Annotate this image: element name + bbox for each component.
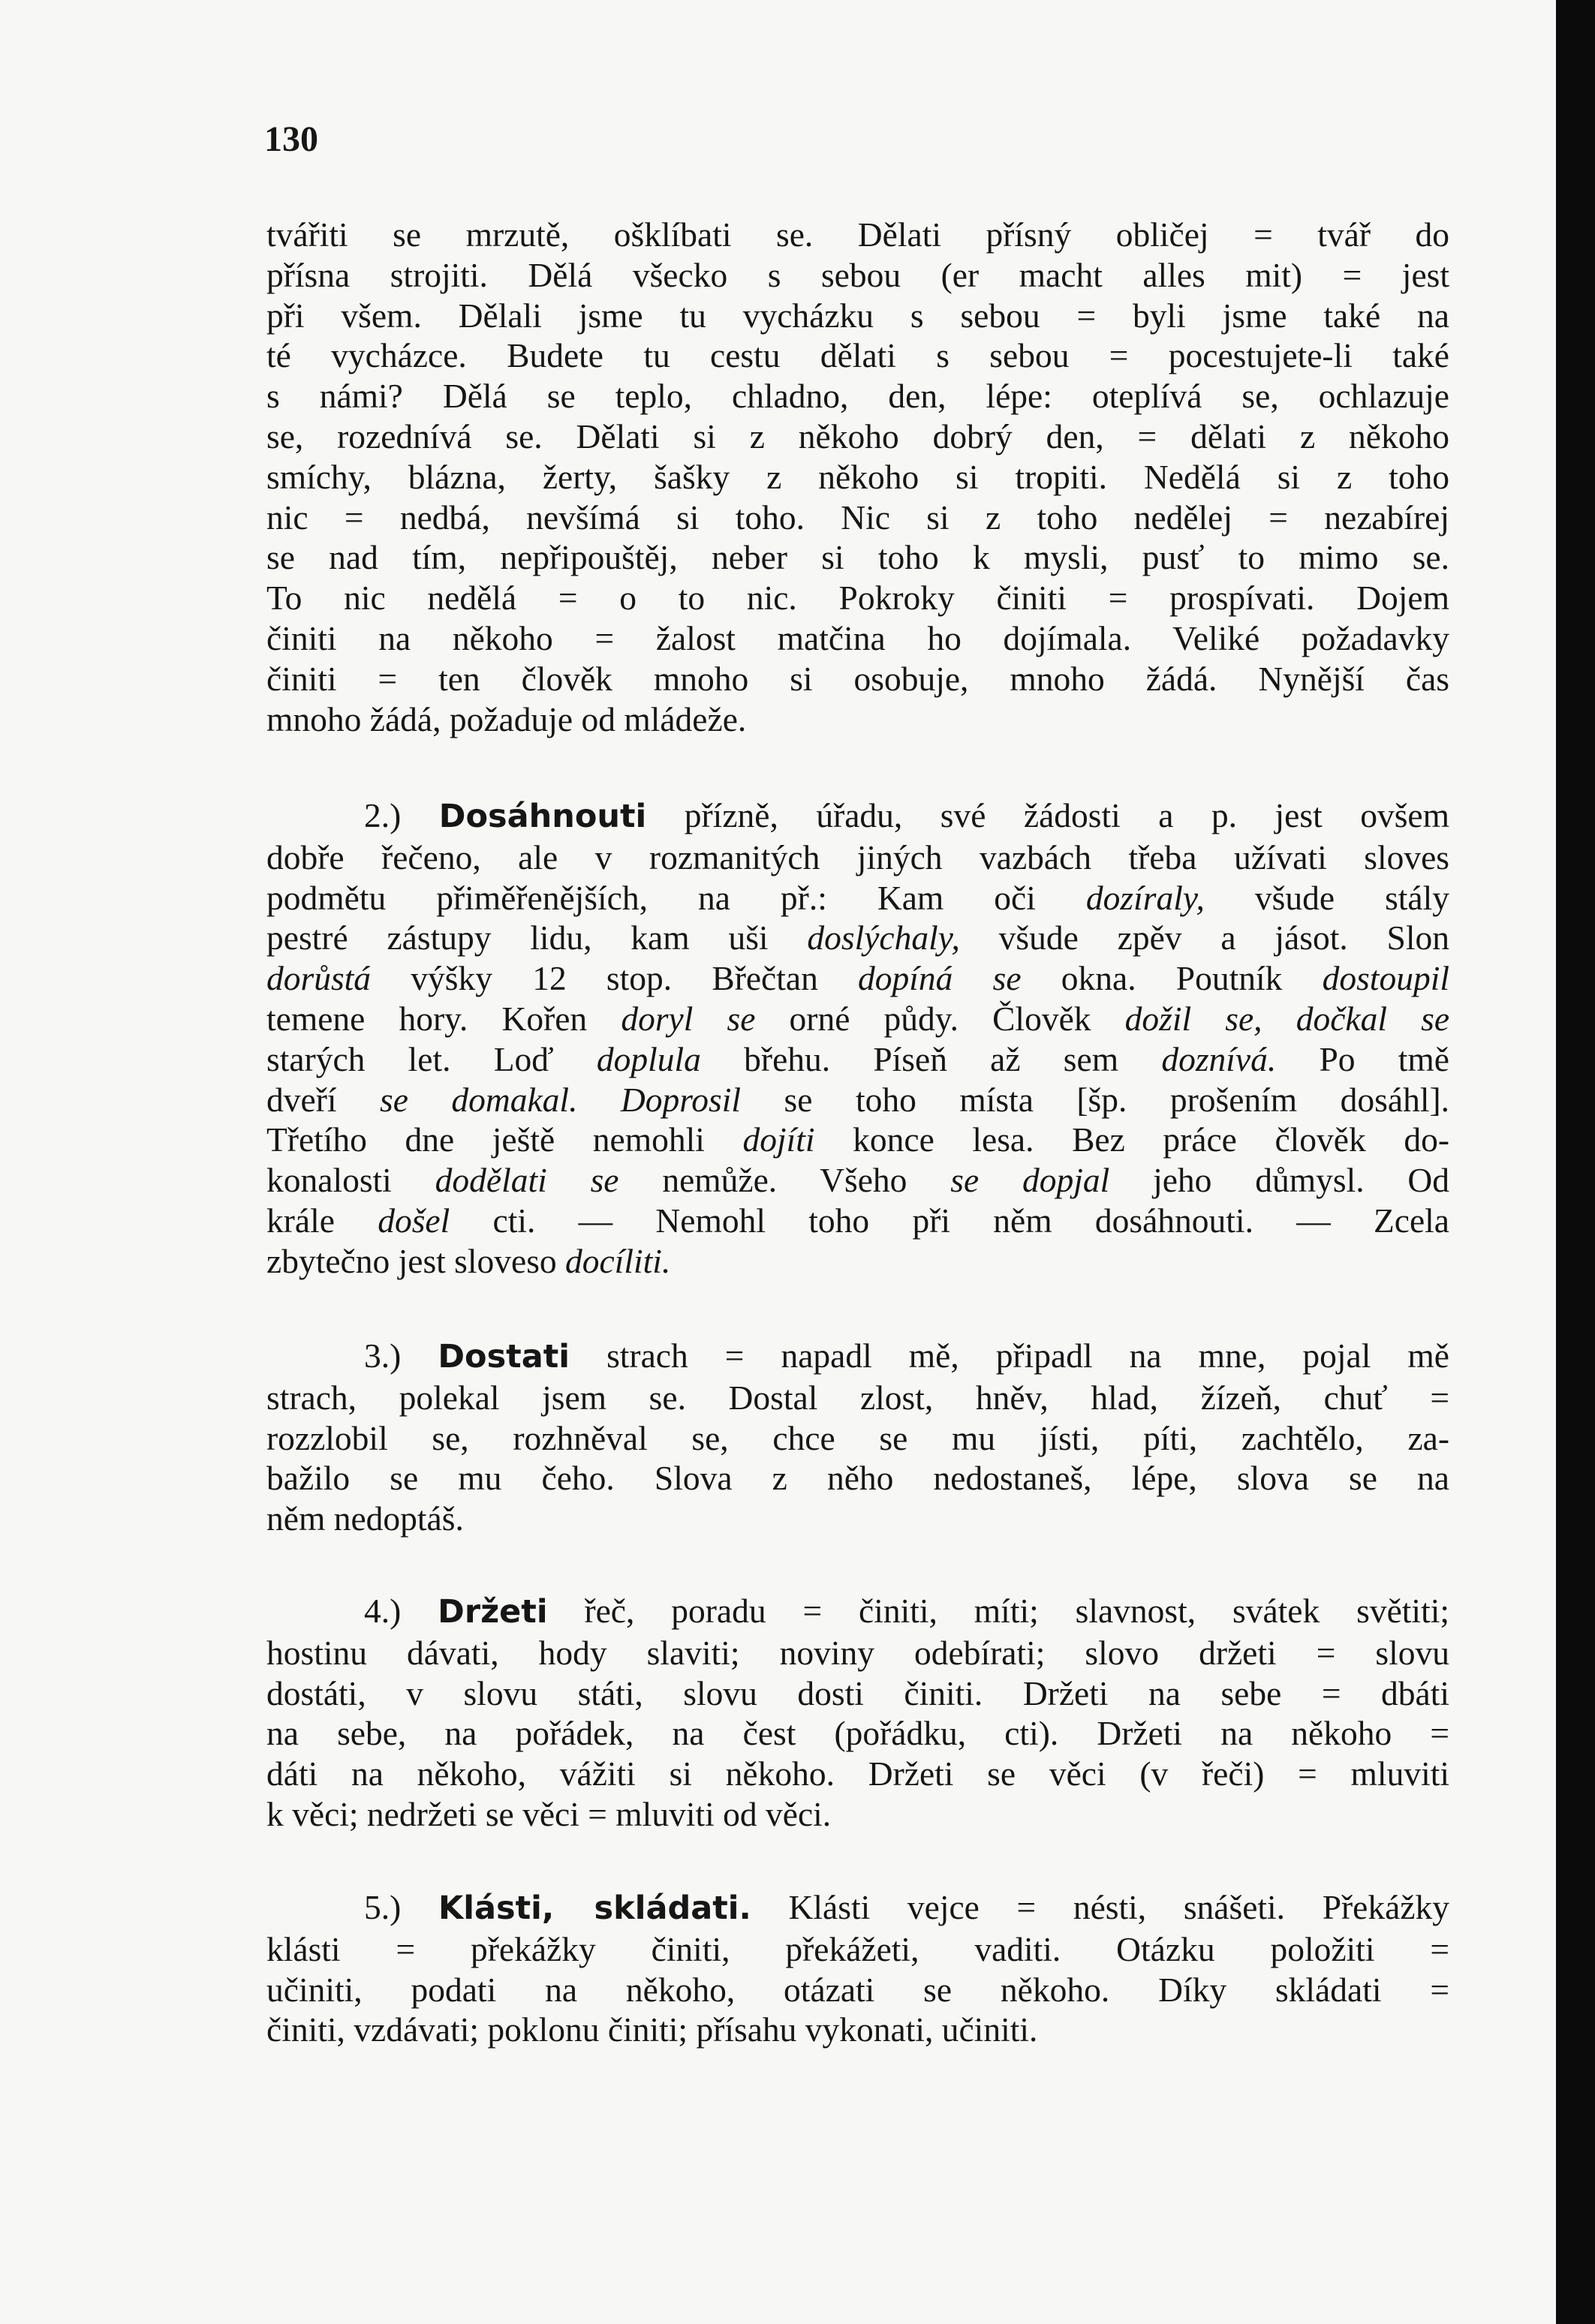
text-line: učiniti, podati na někoho, otázati se někoho. Díky skládati =: [266, 1970, 1449, 2009]
text-line: činiti, vzdávati; poklonu činiti; přísahu vykonati, učiniti.: [266, 2010, 1038, 2049]
text-run: se toho místa [šp. prošením dosáhl].: [741, 1080, 1449, 1119]
text-run: podmětu přiměřenějších, na př.: Kam oči: [266, 878, 1086, 917]
scan-border: [1556, 0, 1595, 2324]
text-line: [266, 999, 1449, 1039]
italic-example: se dopjal: [950, 1161, 1110, 1200]
page-number: 130: [264, 119, 318, 159]
text-run: dveří: [266, 1080, 380, 1119]
text-line: To nic nedělá = o to nic. Pokroky činiti = prospívati. Dojem: [266, 579, 1449, 618]
entry-headword: Dosáhnouti: [438, 798, 647, 835]
italic-example: doslýchaly,: [807, 918, 960, 958]
text-run: Klásti vejce = nésti, snášeti. Překážky: [751, 1888, 1449, 1926]
italic-example: dozíraly,: [1085, 878, 1205, 917]
text-line: přísna strojiti. Dělá všecko s sebou (er macht alles mit) = jest: [266, 255, 1449, 294]
entry-dosahnouti: [266, 795, 1449, 1282]
text-run: konalosti: [266, 1161, 435, 1200]
text-line: se, rozednívá se. Dělati si z někoho dobrý den, = dělati z někoho: [266, 416, 1449, 455]
italic-example: doznívá.: [1161, 1039, 1277, 1078]
text-line: bažilo se mu čeho. Slova z něho nedostaneš, lépe, slova se na: [266, 1459, 1449, 1498]
text-run: orné půdy. Člověk: [755, 999, 1125, 1038]
italic-example: doplula: [596, 1039, 701, 1078]
entry-first-line: [266, 795, 1449, 837]
text-line: [266, 878, 1449, 918]
text-line: [266, 918, 1449, 958]
italic-example: dožil se, dočkal se: [1124, 999, 1450, 1038]
text-run: výšky 12 stop. Břečtan: [371, 959, 859, 998]
text-line: hostinu dávati, hody slaviti; noviny odebírati; slovo držeti = slovu: [266, 1633, 1449, 1672]
text-run: krále: [266, 1201, 378, 1240]
entry-number: 2.): [364, 796, 402, 834]
text-line: strach, polekal jsem se. Dostal zlost, hněv, hlad, žízeň, chuť =: [266, 1378, 1449, 1417]
text-run: řeč, poradu = činiti, míti; slavnost, svátek světiti;: [547, 1592, 1449, 1630]
italic-example: dostoupil: [1322, 959, 1449, 998]
entry-number: 4.): [364, 1592, 402, 1630]
text-run: konce lesa. Bez práce člověk do-: [814, 1120, 1449, 1159]
text-line: k věci; nedržeti se věci = mluviti od věci.: [266, 1794, 832, 1833]
text-run: jeho důmysl. Od: [1109, 1161, 1450, 1200]
text-run: Třetího dne ještě nemohli: [266, 1120, 743, 1159]
italic-example: dojíti: [742, 1120, 815, 1159]
text-line: [266, 837, 1449, 878]
text-run: starých let. Loď: [266, 1039, 597, 1078]
text-line: s námi? Dělá se teplo, chladno, den, lépe: oteplívá se, ochlazuje: [266, 377, 1449, 416]
text-line: klásti = překážky činiti, překážeti, vaditi. Otázku položiti =: [266, 1929, 1449, 1968]
entry-headword: Držeti: [438, 1593, 548, 1631]
text-line: činiti = ten člověk mnoho si osobuje, mnoho žádá. Nynější čas: [266, 659, 1449, 698]
entry-first-line: [266, 1887, 1449, 1929]
italic-example: se domakal. Doprosil: [379, 1080, 742, 1119]
text-line: [266, 1241, 1449, 1282]
text-run: břehu. Píseň až sem: [700, 1039, 1162, 1078]
text-run: pestré zástupy lidu, kam uši: [266, 918, 808, 958]
text-line: dostáti, v slovu státi, slovu dosti činiti. Držeti na sebe = dbáti: [266, 1673, 1449, 1712]
text-run: temene hory. Kořen: [266, 999, 621, 1038]
entry-headword: Dostati: [438, 1338, 570, 1375]
text-run: okna. Poutník: [1021, 959, 1323, 998]
italic-example: došel: [378, 1201, 450, 1240]
entry-first-line: [266, 1591, 1449, 1633]
text-line: [266, 1201, 1449, 1241]
text-run: přízně, úřadu, své žádosti a p. jest ovšem: [646, 796, 1449, 834]
text-line: činiti na někoho = žalost matčina ho dojímala. Veliké požadavky: [266, 618, 1449, 657]
italic-example: dopíná se: [858, 959, 1022, 998]
paragraph-continuation: [266, 215, 1449, 739]
text-line: na sebe, na pořádek, na čest (pořádku, cti). Držeti na někoho =: [266, 1714, 1449, 1753]
text-line: při všem. Dělali jsme tu vycházku s sebou = byli jsme také na: [266, 296, 1449, 335]
entry-klasti-skladati: [266, 1887, 1449, 2050]
text-run: nemůže. Všeho: [618, 1161, 951, 1200]
italic-example: docíliti.: [565, 1241, 671, 1280]
text-line: rozzlobil se, rozhněval se, chce se mu jísti, píti, zachtělo, za-: [266, 1418, 1449, 1457]
entry-number: 3.): [364, 1336, 402, 1375]
text-run: strach = napadl mě, připadl na mne, pojal mě: [570, 1336, 1449, 1375]
text-line: [266, 1120, 1449, 1160]
text-run: zbytečno jest sloveso: [266, 1241, 566, 1280]
entry-number: 5.): [364, 1888, 402, 1926]
text-line: tvářiti se mrzutě, ošklíbati se. Dělati přísný obličej = tvář do: [266, 215, 1449, 254]
entry-dostati: [266, 1336, 1449, 1539]
text-line: té vycházce. Budete tu cestu dělati s sebou = pocestujete-li také: [266, 336, 1449, 375]
text-line: smíchy, blázna, žerty, šašky z někoho si tropiti. Nedělá si z toho: [266, 457, 1449, 496]
text-line: něm nedoptáš.: [266, 1499, 464, 1538]
text-line: mnoho žádá, požaduje od mládeže.: [266, 699, 747, 738]
entry-drzeti: [266, 1591, 1449, 1835]
italic-example: doryl se: [621, 999, 756, 1038]
text-run: cti. — Nemohl toho při něm dosáhnouti. — Zcela: [450, 1201, 1450, 1240]
text-line: [266, 958, 1449, 999]
text-line: se nad tím, nepřipouštěj, neber si toho k mysli, pusť to mimo se.: [266, 538, 1449, 577]
text-line: [266, 1039, 1449, 1080]
entry-headword: Klásti, skládati.: [438, 1890, 751, 1927]
entry-first-line: [266, 1336, 1449, 1378]
text-line: nic = nedbá, nevšímá si toho. Nic si z toho nedělej = nezabírej: [266, 498, 1449, 537]
text-run: Po tmě: [1276, 1039, 1449, 1078]
text-line: [266, 1160, 1449, 1201]
text-run: dobře řečeno, ale v rozmanitých jiných vazbách třeba užívati sloves: [266, 837, 1449, 876]
text-run: všude stály: [1204, 878, 1450, 917]
italic-example: dorůstá: [266, 959, 372, 998]
text-line: dáti na někoho, vážiti si někoho. Držeti se věci (v řeči) = mluviti: [266, 1754, 1449, 1793]
text-run: všude zpěv a jásot. Slon: [959, 918, 1449, 958]
text-line: [266, 1080, 1449, 1120]
italic-example: dodělati se: [435, 1161, 619, 1200]
